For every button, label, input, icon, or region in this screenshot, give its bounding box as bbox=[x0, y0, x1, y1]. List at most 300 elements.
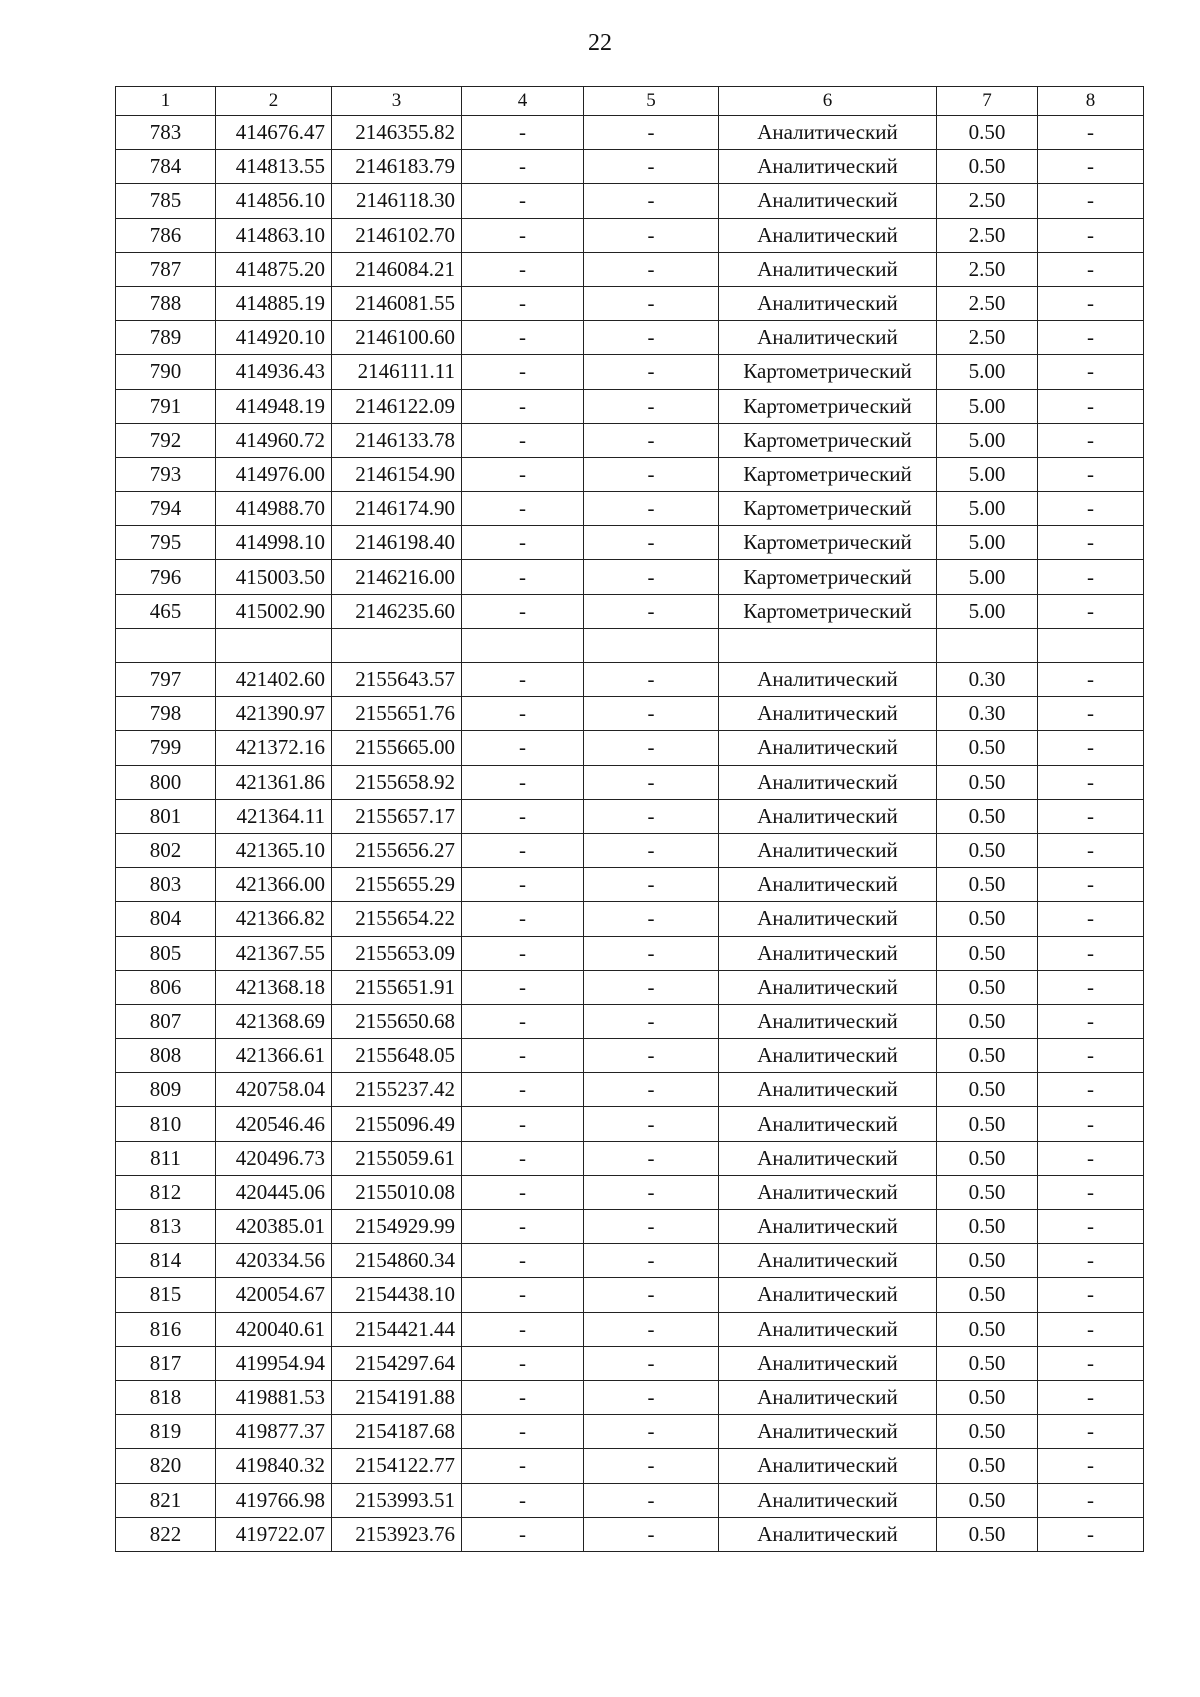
cell-y-coordinate: 2146084.21 bbox=[332, 252, 462, 286]
cell-accuracy: 0.50 bbox=[937, 1312, 1038, 1346]
cell-col-8: - bbox=[1038, 936, 1144, 970]
table-row bbox=[116, 1073, 1144, 1107]
cell-method: Аналитический bbox=[719, 1004, 937, 1038]
cell-y-coordinate: 2146198.40 bbox=[332, 526, 462, 560]
cell-col-4: - bbox=[462, 389, 584, 423]
cell-y-coordinate: 2146102.70 bbox=[332, 218, 462, 252]
table-row bbox=[116, 1210, 1144, 1244]
cell-col-5: - bbox=[584, 663, 719, 697]
cell-col-5: - bbox=[584, 1415, 719, 1449]
cell-y-coordinate: 2146174.90 bbox=[332, 492, 462, 526]
cell-point-number: 798 bbox=[116, 697, 216, 731]
cell-point-number: 796 bbox=[116, 560, 216, 594]
cell-point-number bbox=[116, 628, 216, 662]
table-row bbox=[116, 526, 1144, 560]
cell-x-coordinate: 421364.11 bbox=[216, 799, 332, 833]
cell-x-coordinate: 420054.67 bbox=[216, 1278, 332, 1312]
cell-x-coordinate: 414998.10 bbox=[216, 526, 332, 560]
cell-y-coordinate: 2155655.29 bbox=[332, 868, 462, 902]
cell-method: Аналитический bbox=[719, 150, 937, 184]
cell-y-coordinate: 2155651.91 bbox=[332, 970, 462, 1004]
cell-x-coordinate: 421361.86 bbox=[216, 765, 332, 799]
cell-method: Аналитический bbox=[719, 833, 937, 867]
cell-point-number: 793 bbox=[116, 457, 216, 491]
table-row bbox=[116, 560, 1144, 594]
cell-col-5: - bbox=[584, 1278, 719, 1312]
cell-method: Картометрический bbox=[719, 560, 937, 594]
cell-col-8: - bbox=[1038, 697, 1144, 731]
cell-accuracy: 0.50 bbox=[937, 833, 1038, 867]
cell-col-5: - bbox=[584, 1004, 719, 1038]
cell-x-coordinate: 419954.94 bbox=[216, 1346, 332, 1380]
cell-y-coordinate: 2146216.00 bbox=[332, 560, 462, 594]
cell-method: Аналитический bbox=[719, 1073, 937, 1107]
cell-col-5: - bbox=[584, 1380, 719, 1414]
cell-col-8: - bbox=[1038, 1039, 1144, 1073]
cell-col-5: - bbox=[584, 1346, 719, 1380]
cell-y-coordinate: 2146111.11 bbox=[332, 355, 462, 389]
cell-method: Картометрический bbox=[719, 594, 937, 628]
table-row bbox=[116, 628, 1144, 662]
cell-point-number: 789 bbox=[116, 321, 216, 355]
cell-y-coordinate: 2154421.44 bbox=[332, 1312, 462, 1346]
cell-y-coordinate: 2146081.55 bbox=[332, 286, 462, 320]
cell-method: Аналитический bbox=[719, 1517, 937, 1551]
cell-point-number: 802 bbox=[116, 833, 216, 867]
cell-col-4: - bbox=[462, 560, 584, 594]
cell-col-5: - bbox=[584, 218, 719, 252]
table-row bbox=[116, 833, 1144, 867]
cell-accuracy: 0.50 bbox=[937, 765, 1038, 799]
cell-col-8: - bbox=[1038, 1141, 1144, 1175]
cell-col-5 bbox=[584, 628, 719, 662]
table-row bbox=[116, 1278, 1144, 1312]
cell-col-5: - bbox=[584, 560, 719, 594]
cell-accuracy: 0.50 bbox=[937, 868, 1038, 902]
cell-accuracy: 2.50 bbox=[937, 321, 1038, 355]
cell-method: Аналитический bbox=[719, 1380, 937, 1414]
cell-point-number: 791 bbox=[116, 389, 216, 423]
cell-accuracy: 0.50 bbox=[937, 150, 1038, 184]
table-row bbox=[116, 731, 1144, 765]
cell-y-coordinate: 2154438.10 bbox=[332, 1278, 462, 1312]
cell-col-8: - bbox=[1038, 970, 1144, 1004]
cell-point-number: 790 bbox=[116, 355, 216, 389]
cell-point-number: 820 bbox=[116, 1449, 216, 1483]
cell-method: Аналитический bbox=[719, 184, 937, 218]
cell-accuracy: 0.50 bbox=[937, 1141, 1038, 1175]
cell-y-coordinate: 2155650.68 bbox=[332, 1004, 462, 1038]
cell-col-8: - bbox=[1038, 1380, 1144, 1414]
cell-x-coordinate: 414988.70 bbox=[216, 492, 332, 526]
cell-x-coordinate: 415002.90 bbox=[216, 594, 332, 628]
cell-point-number: 821 bbox=[116, 1483, 216, 1517]
cell-col-5: - bbox=[584, 526, 719, 560]
cell-col-5: - bbox=[584, 389, 719, 423]
cell-accuracy: 0.30 bbox=[937, 663, 1038, 697]
cell-col-8: - bbox=[1038, 1107, 1144, 1141]
cell-accuracy: 0.50 bbox=[937, 1380, 1038, 1414]
cell-col-8: - bbox=[1038, 457, 1144, 491]
cell-point-number: 822 bbox=[116, 1517, 216, 1551]
cell-point-number: 465 bbox=[116, 594, 216, 628]
cell-col-4: - bbox=[462, 116, 584, 150]
cell-col-8: - bbox=[1038, 492, 1144, 526]
cell-accuracy: 0.50 bbox=[937, 1244, 1038, 1278]
cell-x-coordinate: 414813.55 bbox=[216, 150, 332, 184]
cell-y-coordinate: 2154122.77 bbox=[332, 1449, 462, 1483]
cell-accuracy: 0.50 bbox=[937, 902, 1038, 936]
cell-col-4: - bbox=[462, 457, 584, 491]
cell-col-4: - bbox=[462, 184, 584, 218]
cell-accuracy: 0.50 bbox=[937, 1517, 1038, 1551]
cell-point-number: 807 bbox=[116, 1004, 216, 1038]
cell-accuracy: 2.50 bbox=[937, 286, 1038, 320]
cell-col-8: - bbox=[1038, 1449, 1144, 1483]
cell-x-coordinate: 414885.19 bbox=[216, 286, 332, 320]
cell-col-8: - bbox=[1038, 765, 1144, 799]
table-row bbox=[116, 765, 1144, 799]
cell-col-4: - bbox=[462, 492, 584, 526]
cell-col-5: - bbox=[584, 594, 719, 628]
cell-x-coordinate: 414856.10 bbox=[216, 184, 332, 218]
cell-accuracy: 0.50 bbox=[937, 1107, 1038, 1141]
cell-method: Аналитический bbox=[719, 1278, 937, 1312]
cell-y-coordinate: 2155237.42 bbox=[332, 1073, 462, 1107]
cell-col-8: - bbox=[1038, 1210, 1144, 1244]
cell-col-4: - bbox=[462, 1483, 584, 1517]
cell-accuracy: 0.50 bbox=[937, 116, 1038, 150]
cell-x-coordinate: 420385.01 bbox=[216, 1210, 332, 1244]
cell-col-5: - bbox=[584, 355, 719, 389]
cell-accuracy: 5.00 bbox=[937, 457, 1038, 491]
cell-accuracy: 0.50 bbox=[937, 1278, 1038, 1312]
cell-point-number: 819 bbox=[116, 1415, 216, 1449]
cell-method: Аналитический bbox=[719, 1107, 937, 1141]
cell-method: Аналитический bbox=[719, 1483, 937, 1517]
cell-method: Аналитический bbox=[719, 765, 937, 799]
cell-accuracy: 0.50 bbox=[937, 1449, 1038, 1483]
cell-method: Аналитический bbox=[719, 252, 937, 286]
cell-x-coordinate: 420496.73 bbox=[216, 1141, 332, 1175]
cell-col-5: - bbox=[584, 150, 719, 184]
cell-col-5: - bbox=[584, 252, 719, 286]
cell-col-4: - bbox=[462, 1244, 584, 1278]
cell-accuracy: 0.50 bbox=[937, 1073, 1038, 1107]
table-row bbox=[116, 1346, 1144, 1380]
cell-col-4: - bbox=[462, 1415, 584, 1449]
cell-y-coordinate: 2155096.49 bbox=[332, 1107, 462, 1141]
cell-col-4: - bbox=[462, 1004, 584, 1038]
table-row bbox=[116, 355, 1144, 389]
cell-col-8: - bbox=[1038, 355, 1144, 389]
cell-col-4: - bbox=[462, 150, 584, 184]
cell-x-coordinate: 414936.43 bbox=[216, 355, 332, 389]
cell-col-8: - bbox=[1038, 594, 1144, 628]
cell-col-4: - bbox=[462, 526, 584, 560]
cell-col-4: - bbox=[462, 663, 584, 697]
header-row bbox=[116, 87, 1144, 116]
cell-x-coordinate: 421372.16 bbox=[216, 731, 332, 765]
cell-method: Аналитический bbox=[719, 1175, 937, 1209]
cell-col-5: - bbox=[584, 765, 719, 799]
table-row bbox=[116, 902, 1144, 936]
cell-accuracy: 0.50 bbox=[937, 970, 1038, 1004]
cell-point-number: 783 bbox=[116, 116, 216, 150]
cell-col-8: - bbox=[1038, 1346, 1144, 1380]
cell-x-coordinate: 421366.61 bbox=[216, 1039, 332, 1073]
table-row bbox=[116, 252, 1144, 286]
cell-col-5: - bbox=[584, 697, 719, 731]
cell-y-coordinate: 2154191.88 bbox=[332, 1380, 462, 1414]
table-row bbox=[116, 116, 1144, 150]
cell-col-8 bbox=[1038, 628, 1144, 662]
cell-point-number: 808 bbox=[116, 1039, 216, 1073]
cell-accuracy: 0.50 bbox=[937, 1346, 1038, 1380]
cell-accuracy: 0.50 bbox=[937, 1004, 1038, 1038]
cell-col-5: - bbox=[584, 970, 719, 1004]
cell-method: Аналитический bbox=[719, 218, 937, 252]
cell-x-coordinate: 414976.00 bbox=[216, 457, 332, 491]
cell-col-4: - bbox=[462, 799, 584, 833]
cell-point-number: 817 bbox=[116, 1346, 216, 1380]
cell-method: Аналитический bbox=[719, 799, 937, 833]
table-row bbox=[116, 594, 1144, 628]
cell-point-number: 810 bbox=[116, 1107, 216, 1141]
cell-x-coordinate: 414863.10 bbox=[216, 218, 332, 252]
table-row bbox=[116, 1415, 1144, 1449]
cell-col-5: - bbox=[584, 423, 719, 457]
cell-col-8: - bbox=[1038, 150, 1144, 184]
table-row bbox=[116, 423, 1144, 457]
cell-accuracy: 5.00 bbox=[937, 423, 1038, 457]
table-row bbox=[116, 697, 1144, 731]
table-row bbox=[116, 1483, 1144, 1517]
cell-method: Картометрический bbox=[719, 457, 937, 491]
cell-accuracy: 5.00 bbox=[937, 594, 1038, 628]
cell-col-4: - bbox=[462, 833, 584, 867]
cell-x-coordinate: 421367.55 bbox=[216, 936, 332, 970]
cell-x-coordinate: 420546.46 bbox=[216, 1107, 332, 1141]
cell-col-4: - bbox=[462, 1039, 584, 1073]
cell-col-4: - bbox=[462, 355, 584, 389]
cell-col-8: - bbox=[1038, 423, 1144, 457]
cell-point-number: 811 bbox=[116, 1141, 216, 1175]
coordinates-table bbox=[115, 86, 1144, 1552]
column-header-4: 4 bbox=[462, 87, 584, 116]
cell-col-4: - bbox=[462, 1107, 584, 1141]
cell-col-4: - bbox=[462, 1278, 584, 1312]
cell-accuracy: 0.50 bbox=[937, 799, 1038, 833]
cell-col-8: - bbox=[1038, 1244, 1144, 1278]
cell-col-8: - bbox=[1038, 218, 1144, 252]
cell-col-8: - bbox=[1038, 389, 1144, 423]
cell-col-8: - bbox=[1038, 1483, 1144, 1517]
cell-y-coordinate: 2155665.00 bbox=[332, 731, 462, 765]
cell-y-coordinate: 2153923.76 bbox=[332, 1517, 462, 1551]
cell-method: Аналитический bbox=[719, 1039, 937, 1073]
cell-col-8: - bbox=[1038, 252, 1144, 286]
cell-x-coordinate: 421366.82 bbox=[216, 902, 332, 936]
cell-accuracy: 0.50 bbox=[937, 731, 1038, 765]
cell-x-coordinate: 414948.19 bbox=[216, 389, 332, 423]
cell-accuracy: 5.00 bbox=[937, 355, 1038, 389]
cell-col-8: - bbox=[1038, 116, 1144, 150]
cell-x-coordinate: 414875.20 bbox=[216, 252, 332, 286]
cell-point-number: 809 bbox=[116, 1073, 216, 1107]
cell-col-4: - bbox=[462, 594, 584, 628]
column-header-8: 8 bbox=[1038, 87, 1144, 116]
cell-col-4: - bbox=[462, 321, 584, 355]
cell-method: Аналитический bbox=[719, 697, 937, 731]
cell-col-5: - bbox=[584, 833, 719, 867]
cell-y-coordinate: 2154297.64 bbox=[332, 1346, 462, 1380]
cell-x-coordinate: 421365.10 bbox=[216, 833, 332, 867]
cell-col-8: - bbox=[1038, 321, 1144, 355]
cell-method: Картометрический bbox=[719, 423, 937, 457]
cell-x-coordinate: 420758.04 bbox=[216, 1073, 332, 1107]
cell-col-5: - bbox=[584, 1073, 719, 1107]
cell-x-coordinate: 419877.37 bbox=[216, 1415, 332, 1449]
cell-point-number: 794 bbox=[116, 492, 216, 526]
cell-col-5: - bbox=[584, 116, 719, 150]
cell-col-8: - bbox=[1038, 560, 1144, 594]
cell-col-5: - bbox=[584, 799, 719, 833]
column-header-7: 7 bbox=[937, 87, 1038, 116]
cell-y-coordinate: 2155654.22 bbox=[332, 902, 462, 936]
cell-method: Аналитический bbox=[719, 1312, 937, 1346]
table-row bbox=[116, 1039, 1144, 1073]
cell-x-coordinate: 421402.60 bbox=[216, 663, 332, 697]
cell-col-5: - bbox=[584, 731, 719, 765]
cell-col-5: - bbox=[584, 868, 719, 902]
table-row bbox=[116, 321, 1144, 355]
cell-method: Аналитический bbox=[719, 936, 937, 970]
cell-col-5: - bbox=[584, 1210, 719, 1244]
cell-method: Аналитический bbox=[719, 1210, 937, 1244]
cell-y-coordinate: 2155648.05 bbox=[332, 1039, 462, 1073]
cell-accuracy: 5.00 bbox=[937, 389, 1038, 423]
cell-accuracy: 0.50 bbox=[937, 1210, 1038, 1244]
cell-method: Аналитический bbox=[719, 902, 937, 936]
table-row bbox=[116, 1517, 1144, 1551]
cell-col-4: - bbox=[462, 970, 584, 1004]
cell-y-coordinate: 2146235.60 bbox=[332, 594, 462, 628]
cell-point-number: 799 bbox=[116, 731, 216, 765]
table-row bbox=[116, 218, 1144, 252]
cell-accuracy: 0.30 bbox=[937, 697, 1038, 731]
table-body bbox=[116, 116, 1144, 1552]
cell-col-8: - bbox=[1038, 286, 1144, 320]
table-row bbox=[116, 868, 1144, 902]
cell-col-5: - bbox=[584, 936, 719, 970]
table-row bbox=[116, 184, 1144, 218]
cell-method: Картометрический bbox=[719, 389, 937, 423]
cell-x-coordinate: 415003.50 bbox=[216, 560, 332, 594]
cell-point-number: 788 bbox=[116, 286, 216, 320]
cell-y-coordinate: 2155059.61 bbox=[332, 1141, 462, 1175]
cell-col-5: - bbox=[584, 457, 719, 491]
cell-point-number: 805 bbox=[116, 936, 216, 970]
cell-y-coordinate: 2155651.76 bbox=[332, 697, 462, 731]
cell-col-5: - bbox=[584, 1483, 719, 1517]
cell-y-coordinate: 2155653.09 bbox=[332, 936, 462, 970]
cell-col-4: - bbox=[462, 1449, 584, 1483]
cell-accuracy: 0.50 bbox=[937, 1483, 1038, 1517]
cell-col-5: - bbox=[584, 1107, 719, 1141]
cell-point-number: 813 bbox=[116, 1210, 216, 1244]
cell-x-coordinate: 421390.97 bbox=[216, 697, 332, 731]
cell-col-8: - bbox=[1038, 833, 1144, 867]
cell-method: Аналитический bbox=[719, 1244, 937, 1278]
cell-x-coordinate: 419766.98 bbox=[216, 1483, 332, 1517]
cell-col-4: - bbox=[462, 1175, 584, 1209]
cell-method bbox=[719, 628, 937, 662]
cell-accuracy: 2.50 bbox=[937, 184, 1038, 218]
cell-col-4: - bbox=[462, 868, 584, 902]
cell-col-8: - bbox=[1038, 1312, 1144, 1346]
cell-col-5: - bbox=[584, 492, 719, 526]
cell-method: Аналитический bbox=[719, 116, 937, 150]
page-number: 22 bbox=[588, 30, 612, 56]
cell-point-number: 815 bbox=[116, 1278, 216, 1312]
cell-col-5: - bbox=[584, 1141, 719, 1175]
cell-accuracy bbox=[937, 628, 1038, 662]
cell-x-coordinate: 414676.47 bbox=[216, 116, 332, 150]
column-header-3: 3 bbox=[332, 87, 462, 116]
cell-y-coordinate: 2146154.90 bbox=[332, 457, 462, 491]
cell-col-4: - bbox=[462, 731, 584, 765]
cell-point-number: 812 bbox=[116, 1175, 216, 1209]
cell-y-coordinate: 2154860.34 bbox=[332, 1244, 462, 1278]
table-row bbox=[116, 663, 1144, 697]
cell-col-8: - bbox=[1038, 184, 1144, 218]
cell-col-4: - bbox=[462, 218, 584, 252]
column-header-5: 5 bbox=[584, 87, 719, 116]
cell-col-5: - bbox=[584, 1449, 719, 1483]
cell-accuracy: 5.00 bbox=[937, 492, 1038, 526]
cell-method: Аналитический bbox=[719, 1141, 937, 1175]
cell-col-5: - bbox=[584, 1175, 719, 1209]
cell-method: Аналитический bbox=[719, 1449, 937, 1483]
cell-col-5: - bbox=[584, 321, 719, 355]
cell-x-coordinate: 421368.69 bbox=[216, 1004, 332, 1038]
cell-point-number: 800 bbox=[116, 765, 216, 799]
cell-y-coordinate: 2155643.57 bbox=[332, 663, 462, 697]
column-header-1: 1 bbox=[116, 87, 216, 116]
cell-point-number: 795 bbox=[116, 526, 216, 560]
cell-accuracy: 0.50 bbox=[937, 1175, 1038, 1209]
cell-col-8: - bbox=[1038, 1175, 1144, 1209]
cell-accuracy: 2.50 bbox=[937, 218, 1038, 252]
cell-x-coordinate: 421368.18 bbox=[216, 970, 332, 1004]
cell-y-coordinate: 2155657.17 bbox=[332, 799, 462, 833]
cell-method: Аналитический bbox=[719, 1346, 937, 1380]
cell-accuracy: 0.50 bbox=[937, 1415, 1038, 1449]
column-header-6: 6 bbox=[719, 87, 937, 116]
cell-method: Аналитический bbox=[719, 868, 937, 902]
cell-method: Аналитический bbox=[719, 731, 937, 765]
cell-x-coordinate: 420445.06 bbox=[216, 1175, 332, 1209]
cell-col-4: - bbox=[462, 902, 584, 936]
cell-col-4: - bbox=[462, 765, 584, 799]
cell-y-coordinate: 2154929.99 bbox=[332, 1210, 462, 1244]
cell-col-4: - bbox=[462, 286, 584, 320]
cell-col-5: - bbox=[584, 1312, 719, 1346]
cell-method: Аналитический bbox=[719, 1415, 937, 1449]
cell-col-4: - bbox=[462, 423, 584, 457]
cell-x-coordinate: 419840.32 bbox=[216, 1449, 332, 1483]
